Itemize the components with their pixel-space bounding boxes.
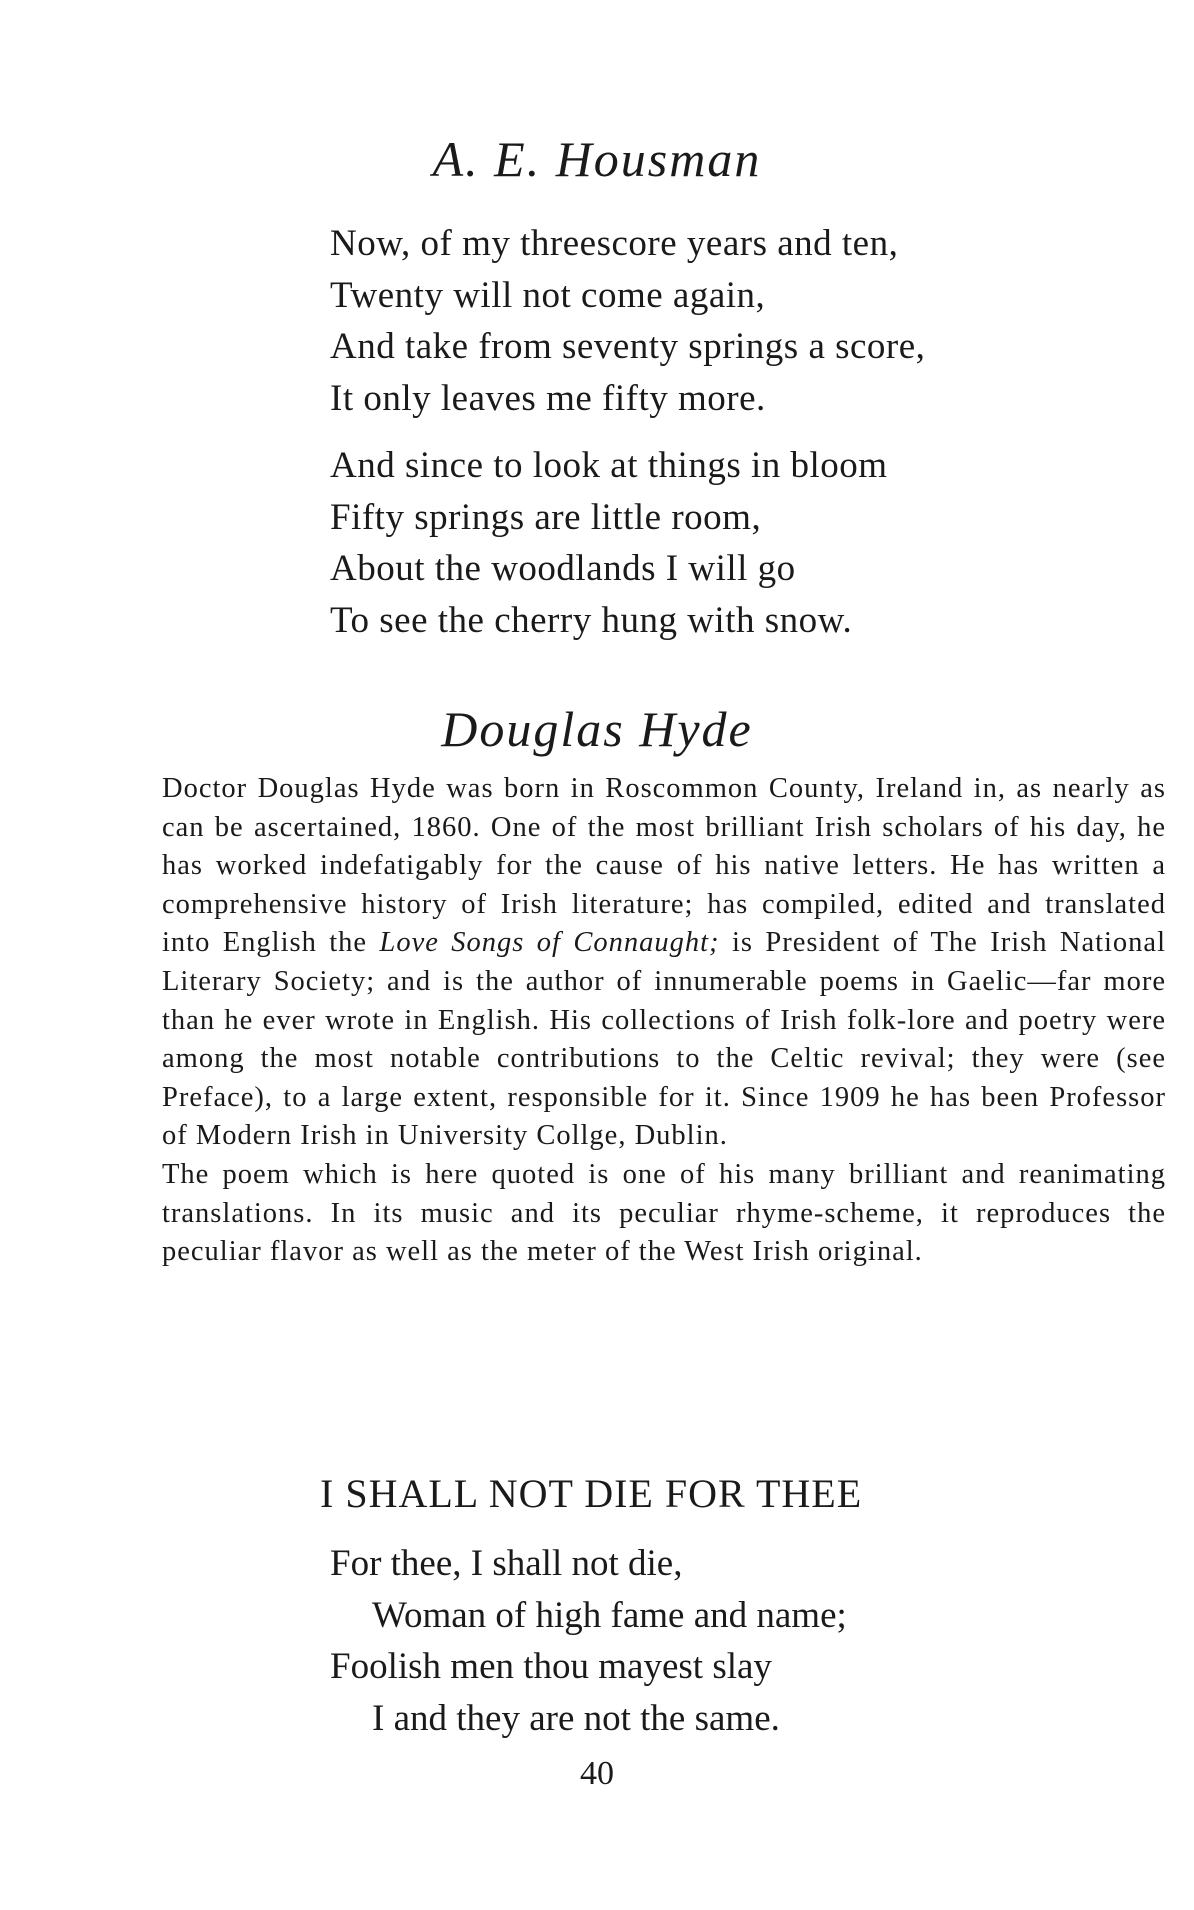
bio-paragraph-2: The poem which is here quoted is one of his many brilliant and reanimating translations. In its music and its peculiar rhyme-scheme, it reproduces the peculiar flavor as well as the meter of the West Irish original. xyxy=(162,1158,1166,1268)
poem-title: I SHALL NOT DIE FOR THEE xyxy=(320,1471,863,1516)
poem-line: To see the cherry hung with snow. xyxy=(330,599,853,641)
poem-line: I and they are not the same. xyxy=(372,1697,780,1739)
poem-line: Now, of my threescore years and ten, xyxy=(330,223,899,264)
bio-paragraph-1 xyxy=(162,770,1166,1156)
stanza xyxy=(330,440,925,646)
poem-line: Fifty springs are little room, xyxy=(330,496,762,538)
poem-hyde xyxy=(330,1538,847,1744)
poem-line: And take from seventy springs a score, xyxy=(330,326,926,367)
poem-line: Foolish men thou mayest slay xyxy=(330,1646,772,1687)
author-heading-hyde: Douglas Hyde xyxy=(441,701,753,757)
stanza xyxy=(330,218,925,424)
poem-line: About the woodlands I will go xyxy=(330,548,796,589)
poem-line: Twenty will not come again, xyxy=(330,274,766,316)
author-heading-housman: A. E. Housman xyxy=(432,131,762,187)
poem-line: For thee, I shall not die, xyxy=(330,1543,683,1584)
poem-line: And since to look at things in bloom xyxy=(330,445,888,486)
bio-text: Doctor Douglas Hyde was born in Roscommon County, Ireland in, as nearly as can be ascertained, 1860. One of the most brilliant Irish scholars of his day, he has worked indefatigably for the cause of his native letters. He has written a comprehensive history of Irish literature; has compiled, edited and translated into English the xyxy=(162,773,1166,959)
poem-line: It only leaves me fifty more. xyxy=(330,377,766,419)
page-number: 40 xyxy=(580,1755,614,1792)
bio-text: is President of The Irish National Literary Society; and is the author of innumerable poems in Gaelic—far more than he ever wrote in English. His collections of Irish folk-lore and poetry were among the most notable contributions to the Celtic revival; they were (see Preface), to a large extent, responsible for it. Since 1909 he has been Professor of Modern Irish in University Collge, Dublin. xyxy=(162,927,1166,1152)
poem-line: Woman of high fame and name; xyxy=(372,1594,847,1636)
poem-housman xyxy=(330,218,925,646)
book-title: Love Songs of Connaught; xyxy=(379,927,720,959)
author-biography xyxy=(162,770,1166,1272)
